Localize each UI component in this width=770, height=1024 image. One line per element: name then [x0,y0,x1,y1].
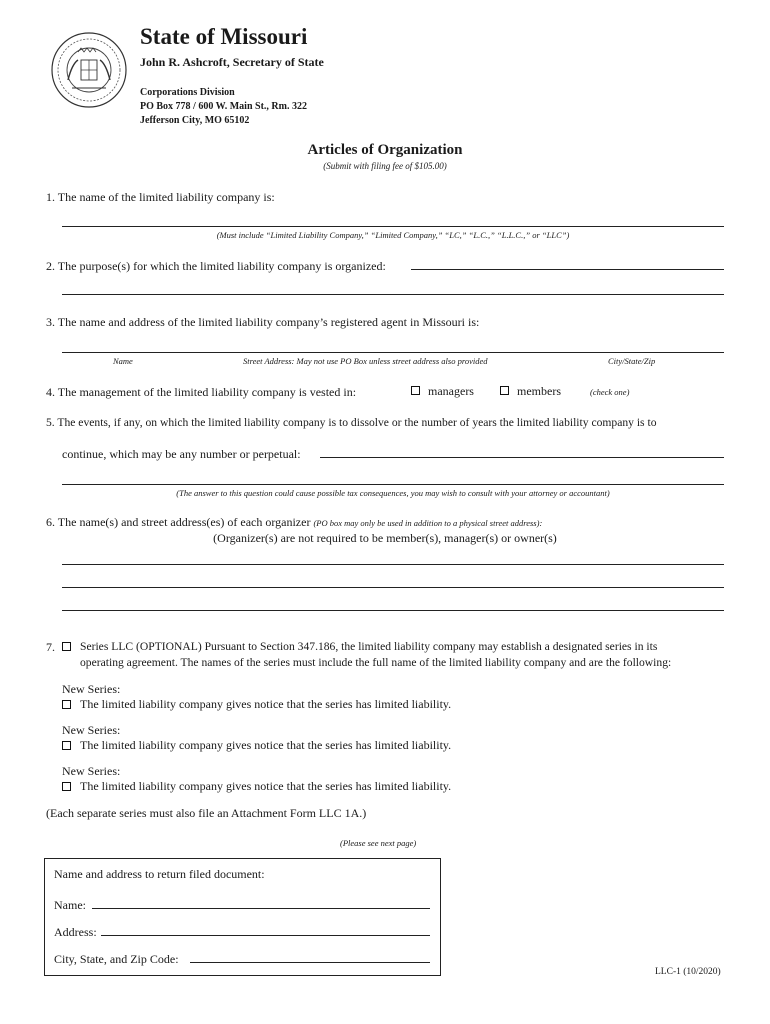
next-page-note: (Please see next page) [340,838,417,848]
dissolution-field-line-1[interactable] [320,457,724,458]
new-series-label-2: New Series: [62,723,121,737]
managers-checkbox[interactable] [411,386,420,395]
members-option-label: members [517,384,561,398]
agent-name-column-label: Name [113,356,133,366]
question-3-label: 3. The name and address of the limited liability company’s registered agent in Missouri is: [46,315,480,329]
purpose-field-line-2[interactable] [62,294,724,295]
organizer-field-line-1[interactable] [62,564,724,565]
purpose-field-line-1[interactable] [411,269,724,270]
address-line-1: PO Box 778 / 600 W. Main St., Rm. 322 [140,101,307,112]
question-1-label: 1. The name of the limited liability company is: [46,190,275,204]
registered-agent-field[interactable] [62,352,724,353]
managers-option-label: managers [428,384,474,398]
series-2-notice: The limited liability company gives notice that the series has limited liability. [80,738,452,752]
members-checkbox[interactable] [500,386,509,395]
return-address-label: Address: [54,925,97,939]
secretary-name: John R. Ashcroft, Secretary of State [140,55,324,69]
llc-name-requirement-note: (Must include “Limited Liability Company,” “Limited Company,” “LC,” “L.C.,” “L.L.C.,” or “LLC”) [216,230,570,240]
question-6-label [46,515,542,530]
form-title: Articles of Organization [307,142,463,158]
tax-consequence-note: (The answer to this question could cause possible tax consequences, you may wish to consult with your attorney or accountant) [176,488,610,498]
question-6-text: 6. The name(s) and street address(es) of each organizer [46,515,311,529]
question-2-label: 2. The purpose(s) for which the limited liability company is organized: [46,259,386,273]
llc-name-field[interactable] [62,226,724,227]
question-7-number: 7. [46,640,55,654]
series-2-checkbox[interactable] [62,741,71,750]
return-box-heading: Name and address to return filed document: [54,867,265,881]
return-name-field[interactable] [92,908,430,909]
question-5-label: 5. The events, if any, on which the limited liability company is to dissolve or the number of years the limited liability company is to [46,416,657,429]
form-id: LLC-1 (10/2020) [655,967,721,977]
po-box-note: (PO box may only be used in addition to a physical street address): [313,518,543,528]
return-city-field[interactable] [190,962,430,963]
attachment-note: (Each separate series must also file an Attachment Form LLC 1A.) [46,806,367,820]
filing-fee-note: (Submit with filing fee of $105.00) [323,161,447,171]
question-4-label: 4. The management of the limited liability company is vested in: [46,385,357,399]
series-3-checkbox[interactable] [62,782,71,791]
return-name-label: Name: [54,898,86,912]
new-series-label-3: New Series: [62,764,121,778]
series-llc-text-line-1: Series LLC (OPTIONAL) Pursuant to Section 347.186, the limited liability company may establish a designated series in its [80,640,658,653]
agent-city-column-label: City/State/Zip [608,356,656,366]
state-seal-logo [50,30,128,110]
check-one-hint: (check one) [590,387,630,397]
question-5-continuation: continue, which may be any number or perpetual: [62,447,301,461]
organizer-field-line-3[interactable] [62,610,724,611]
page-title: State of Missouri [140,24,308,49]
address-line-2: Jefferson City, MO 65102 [140,115,250,126]
agent-street-column-label: Street Address: May not use PO Box unless street address also provided [243,356,488,366]
organizer-field-line-2[interactable] [62,587,724,588]
series-3-notice: The limited liability company gives notice that the series has limited liability. [80,779,452,793]
new-series-label-1: New Series: [62,682,121,696]
division-name: Corporations Division [140,87,235,98]
dissolution-field-line-2[interactable] [62,484,724,485]
series-1-checkbox[interactable] [62,700,71,709]
return-city-label: City, State, and Zip Code: [54,952,179,966]
return-address-field[interactable] [101,935,430,936]
series-llc-checkbox[interactable] [62,642,71,651]
series-llc-text-line-2: operating agreement. The names of the series must include the full name of the limited liability company and are the following: [80,656,672,669]
organizer-requirement-note: (Organizer(s) are not required to be member(s), manager(s) or owner(s) [213,531,557,545]
series-1-notice: The limited liability company gives notice that the series has limited liability. [80,697,452,711]
